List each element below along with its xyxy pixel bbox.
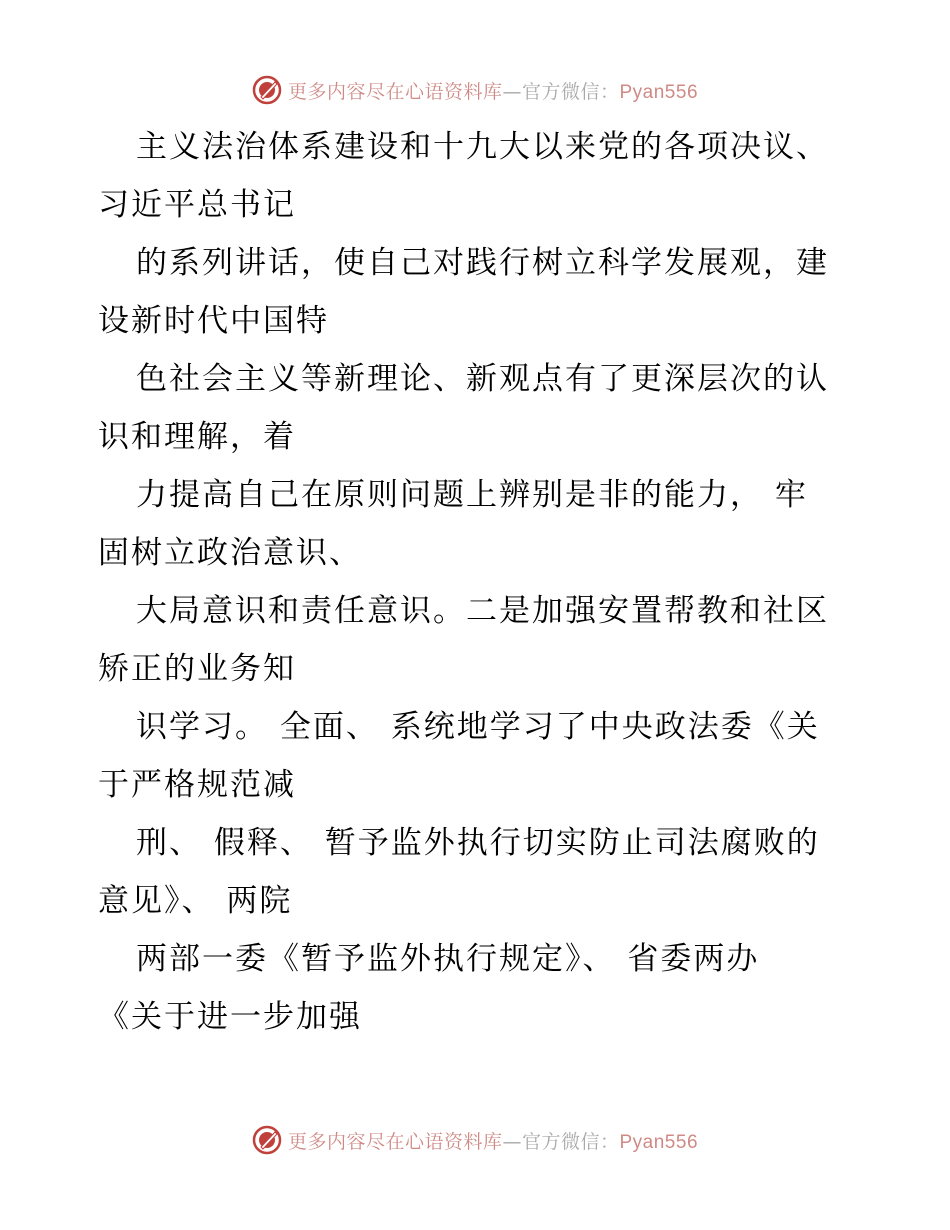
text-line: 力提高自己在原则问题上辨别是非的能力， 牢 xyxy=(136,477,808,513)
text-line: 固树立政治意识、 xyxy=(98,535,362,571)
text-line: 矫正的业务知 xyxy=(98,651,296,687)
header-watermark xyxy=(0,70,950,110)
text-line: 大局意识和责任意识。二是加强安置帮教和社区 xyxy=(136,593,829,629)
text-line: 识和理解，着 xyxy=(98,419,296,455)
text-line: 主义法治体系建设和十九大以来党的各项决议、 xyxy=(136,129,829,165)
text-line: 习近平总书记 xyxy=(98,187,296,223)
text-line: 色社会主义等新理论、新观点有了更深层次的认 xyxy=(136,361,829,397)
text-line: 的系列讲话，使自己对践行树立科学发展观，建 xyxy=(136,245,829,281)
text-line: 《关于进一步加强 xyxy=(98,999,362,1035)
watermark-main: 更多内容尽在心语资料库 xyxy=(287,1130,503,1153)
watermark-main: 更多内容尽在心语资料库 xyxy=(287,80,503,103)
watermark-dash: — xyxy=(502,80,522,103)
watermark-id: Pyan556 xyxy=(619,81,699,103)
document-body xyxy=(98,118,858,1046)
watermark-sub: 官方微信： xyxy=(521,80,620,103)
footer-watermark xyxy=(0,1120,950,1160)
pen-logo-icon xyxy=(252,75,282,105)
text-line: 识学习。 全面、 系统地学习了中央政法委《关 xyxy=(136,709,820,745)
watermark-dash: — xyxy=(502,1130,522,1153)
text-line: 意见》、 两院 xyxy=(98,883,293,919)
watermark-sub: 官方微信： xyxy=(521,1130,620,1153)
text-line: 两部一委《暂予监外执行规定》、 省委两办 xyxy=(136,941,760,977)
pen-logo-icon xyxy=(252,1125,282,1155)
watermark-id: Pyan556 xyxy=(619,1131,699,1153)
text-line: 刑、 假释、 暂予监外执行切实防止司法腐败的 xyxy=(136,825,820,861)
text-line: 设新时代中国特 xyxy=(98,303,329,339)
text-line: 于严格规范减 xyxy=(98,767,296,803)
